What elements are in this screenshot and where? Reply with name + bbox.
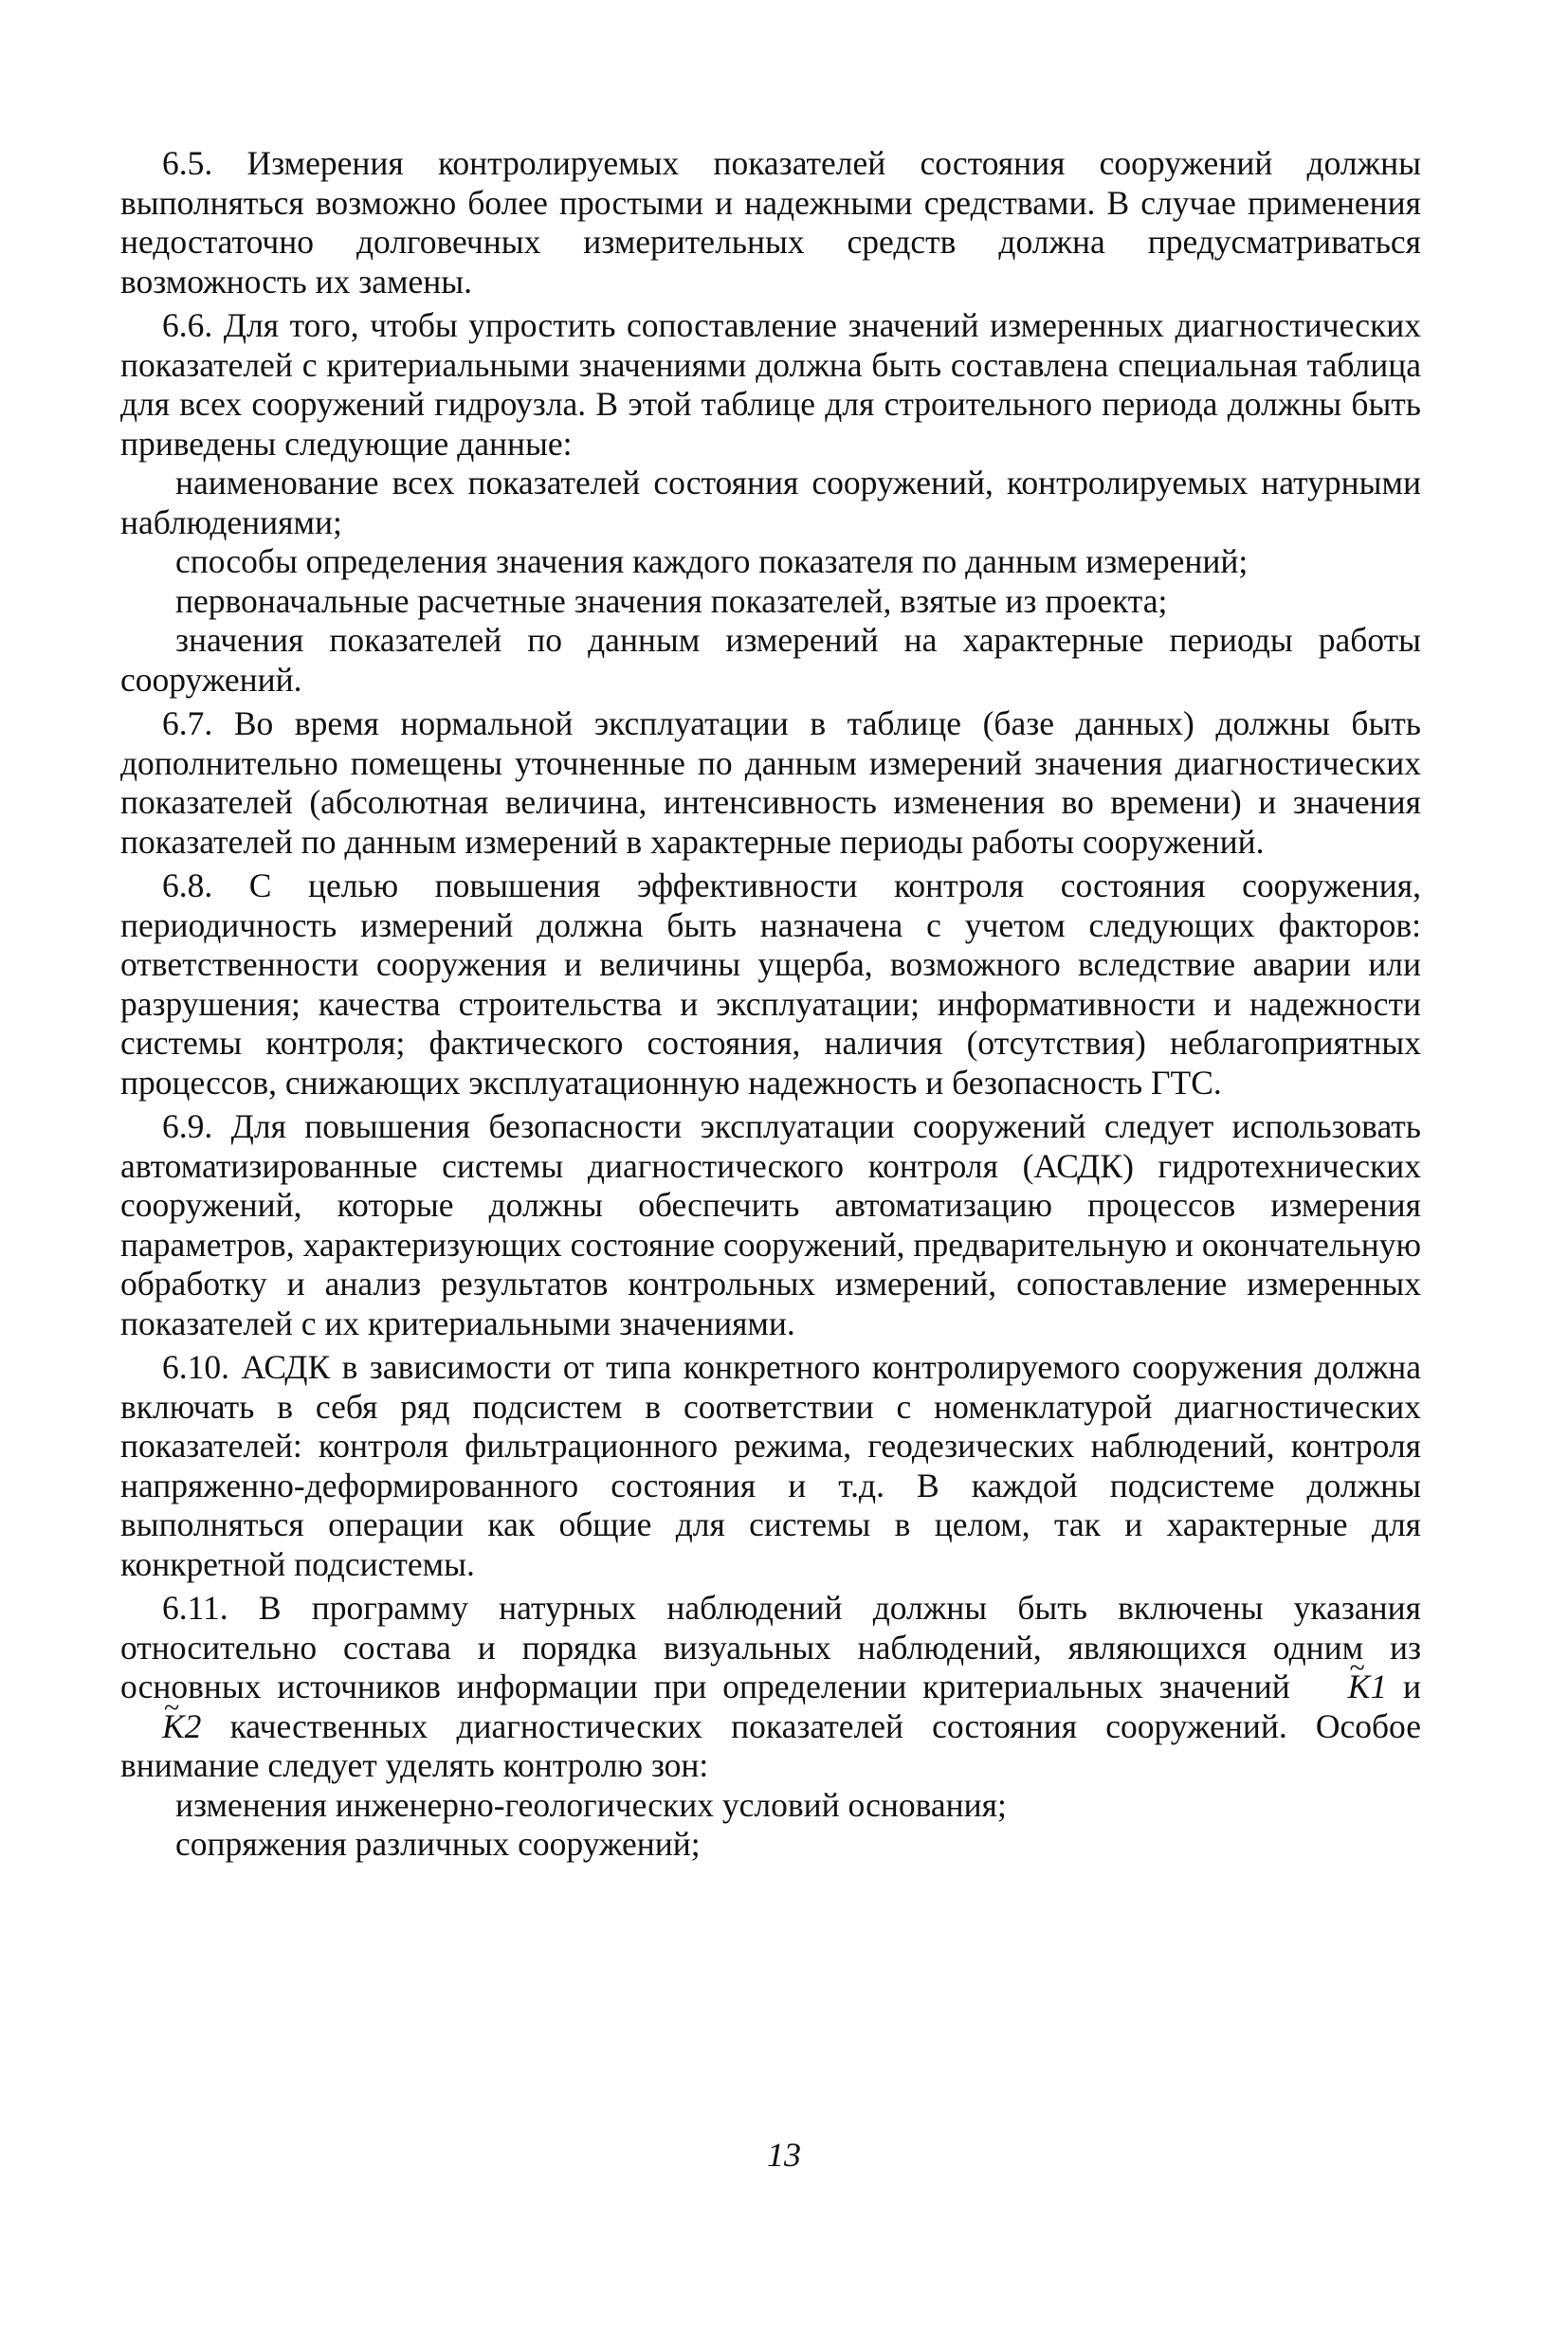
list-item: способы определения значения каждого показателя по данным измерений;	[175, 542, 1249, 580]
list-item: изменения инженерно-геологических условий основания;	[175, 1785, 1007, 1824]
paragraph-6-8: 6.8. С целью повышения эффективности контроля состояния сооружения, периодичность измерений должна быть назначена с учетом следующих факторов: ответственности сооружения и величины ущерба, возможного вследствие аварии или разрушения; качества строительства и эксплуатации; информативности и надежности системы контроля; фактического состояния, наличия (отсутствия) неблагоприятных процессов, снижающих эксплуатационную надежность и безопасность ГТС.	[120, 866, 1421, 1102]
paragraph-6-11-text-start: 6.11. В программу натурных наблюдений должны быть включены указания относительно состава и порядка визуальных наблюдений, являющихся одним из основных источников информации при определении критериальных значений	[120, 1589, 1421, 1705]
paragraph-6-7: 6.7. Во время нормальной эксплуатации в таблице (базе данных) должны быть дополнительно помещены уточненные по данным измерений значения диагностических показателей (абсолютная величина, интенсивность изменения во времени) и значения показателей по данным измерений в характерные периоды работы сооружений.	[120, 704, 1421, 861]
page-number: 13	[767, 2136, 801, 2174]
paragraph-6-9: 6.9. Для повышения безопасности эксплуатации сооружений следует использовать автоматизированные системы диагностического контроля (АСДК) гидротехнических сооружений, которые должны обеспечить автоматизацию процессов измерения параметров, характеризующих состояние сооружений, предварительную и окончательную обработку и анализ результатов контрольных измерений, сопоставление измеренных показателей с их критериальными значениями.	[120, 1107, 1421, 1342]
k1-symbol: ~ K1	[1306, 1668, 1387, 1707]
paragraph-6-6: 6.6. Для того, чтобы упростить сопоставление значений измеренных диагностических показателей с критериальными значениями должна быть составлена специальная таблица для всех сооружений гидроузла. В этой таблице для строительного периода должны быть приведены следующие данные:	[120, 306, 1421, 463]
paragraph-6-11-text-end: качественных диагностических показателей состояния сооружений. Особое внимание следует уделять контролю зон:	[120, 1706, 1421, 1784]
paragraph-6-5: 6.5. Измерения контролируемых показателей состояния сооружений должны выполняться возможно более простыми и надежными средствами. В случае применения недостаточно долговечных измерительных средств должна предусматриваться возможность их замены.	[120, 144, 1421, 301]
k2-symbol: ~ K2	[120, 1707, 201, 1747]
document-body	[120, 144, 1421, 1865]
conjunction: и	[1403, 1668, 1422, 1705]
list-item: наименование всех показателей состояния сооружений, контролируемых натурными наблюдениями;	[120, 464, 1421, 541]
paragraph-6-11	[120, 1589, 1421, 1786]
paragraph-6-10: 6.10. АСДК в зависимости от типа конкретного контролируемого сооружения должна включать в себя ряд подсистем в соответствии с номенклатурой диагностических показателей: контроля фильтрационного режима, геодезических наблюдений, контроля напряженно-деформированного состояния и т.д. В каждой подсистеме должны выполняться операции как общие для системы в целом, так и характерные для конкретной подсистемы.	[120, 1348, 1421, 1583]
list-item: сопряжения различных сооружений;	[175, 1825, 701, 1863]
list-item: первоначальные расчетные значения показателей, взятые из проекта;	[175, 581, 1168, 620]
list-item: значения показателей по данным измерений на характерные периоды работы сооружений.	[120, 621, 1421, 699]
